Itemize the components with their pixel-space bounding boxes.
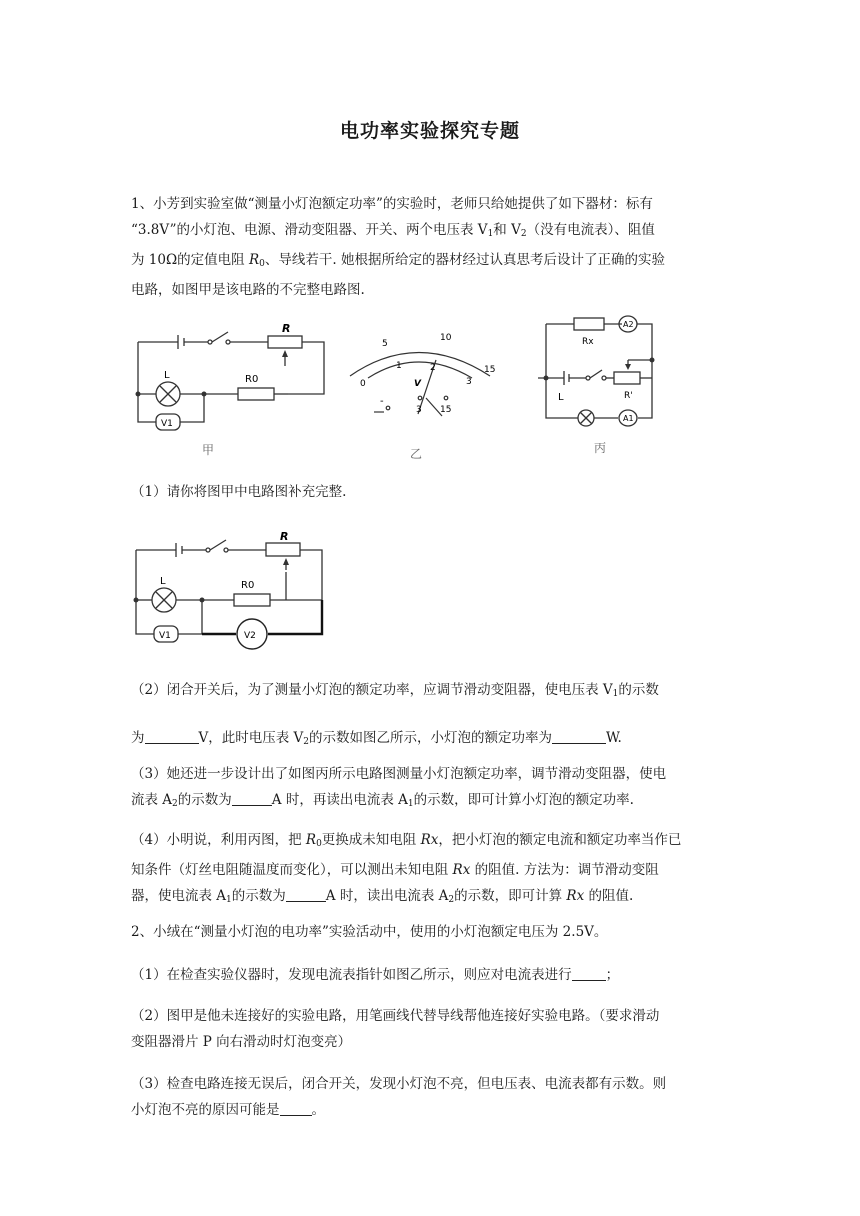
svg-text:2: 2	[430, 363, 436, 373]
svg-text:V2: V2	[244, 631, 256, 641]
svg-text:Rx: Rx	[582, 337, 594, 347]
answer-blank[interactable]	[145, 729, 199, 744]
q1-part-3: （3）她还进一步设计出了如图丙所示电路图测量小灯泡额定功率，调节滑动变阻器，使电 流表 $A_2$的示数为 A 时，再读出电流表 $A_1$的示数，即可计算小灯泡的额定功率.	[131, 766, 667, 809]
q1-line-3: 为 10Ω的定值电阻 $R_0$、导线若干. 她根据所给定的器材经过认真思考后设计了正确的实验	[131, 252, 665, 269]
answer-blank[interactable]	[552, 729, 606, 744]
svg-text:V1: V1	[161, 419, 173, 429]
answer-blank[interactable]	[280, 1101, 312, 1116]
q1-line-1: 1、小芳到实验室做“测量小灯泡额定功率”的实验时，老师只给她提供了如下器材：标有	[131, 196, 653, 212]
svg-text:R0: R0	[241, 580, 255, 591]
page-title: 电功率实验探究专题	[339, 120, 520, 142]
svg-text:R0: R0	[245, 374, 259, 385]
q1-part-4: （4）小明说，利用丙图，把 $R_0$更换成未知电阻 Rx，把小灯泡的额定电流和额定功率当作已 知条件（灯丝电阻随温度而变化），可以测出未知电阻 Rx 的阻值. 方法为：调节滑动变阻 器，使电流表 $A_1$的示数为 A 时，读出电流表 $A_2$的示数，即可计算 Rx 的阻值.	[131, 832, 682, 905]
circuit-figure-completed	[126, 528, 336, 658]
q1-line-2: “3.8V”的小灯泡、电源、滑动变阻器、开关、两个电压表 $V_1$和 $V_2$（没有电流表）、阻值	[131, 222, 655, 239]
svg-text:A1: A1	[623, 414, 634, 423]
q2-part-1: （1）在检查实验仪器时，发现电流表指针如图乙所示，则应对电流表进行 ；	[131, 967, 620, 983]
svg-text:R': R'	[624, 391, 633, 401]
svg-text:1: 1	[396, 361, 402, 371]
q1-intro	[131, 191, 731, 303]
q2-part-2: （2）图甲是他未连接好的实验电路，用笔画线代替导线帮他连接好实验电路。（要求滑动 变阻器滑片 P 向右滑动时灯泡变亮）	[131, 1008, 660, 1050]
svg-text:V: V	[414, 379, 421, 389]
svg-text:15: 15	[484, 365, 496, 375]
circuit-figure-bing	[528, 306, 668, 456]
svg-text:5: 5	[382, 339, 388, 349]
svg-text:丙: 丙	[594, 441, 607, 455]
q1-part-2: （2）闭合开关后，为了测量小灯泡的额定功率，应调节滑动变阻器，使电压表 $V_1$的示数 为 V，此时电压表 $V_2$的示数如图乙所示，小灯泡的额定功率为 W.	[131, 682, 659, 747]
svg-text:R: R	[282, 322, 291, 335]
q2-part-3: （3）检查电路连接无误后，闭合开关，发现小灯泡不亮，但电压表、电流表都有示数。则 小灯泡不亮的原因可能是 。	[131, 1076, 667, 1118]
svg-text:L: L	[160, 576, 166, 587]
svg-text:10: 10	[440, 333, 452, 343]
svg-text:L: L	[164, 370, 170, 381]
svg-text:3: 3	[466, 377, 472, 387]
svg-text:A2: A2	[623, 320, 634, 329]
answer-blank[interactable]	[286, 887, 326, 902]
q1-part-1: （1）请你将图甲中电路图补充完整.	[131, 484, 347, 500]
q2-intro: 2、小绒在“测量小灯泡的电功率”实验活动中，使用的小灯泡额定电压为 2.5V。	[131, 924, 608, 940]
answer-blank[interactable]	[572, 966, 606, 981]
circuit-figure-jia	[128, 322, 338, 462]
svg-text:0: 0	[360, 379, 366, 389]
answer-blank[interactable]	[232, 791, 272, 806]
svg-text:L: L	[558, 392, 564, 403]
svg-text:R: R	[280, 530, 289, 543]
svg-text:3: 3	[416, 405, 422, 415]
q1-line-4: 电路，如图甲是该电路的不完整电路图.	[131, 282, 365, 298]
svg-text:-: -	[380, 396, 384, 407]
voltmeter-figure-yi	[338, 324, 498, 464]
svg-text:V1: V1	[159, 631, 171, 641]
svg-text:乙: 乙	[410, 447, 423, 461]
svg-text:甲: 甲	[202, 443, 215, 457]
svg-text:15: 15	[440, 405, 452, 415]
